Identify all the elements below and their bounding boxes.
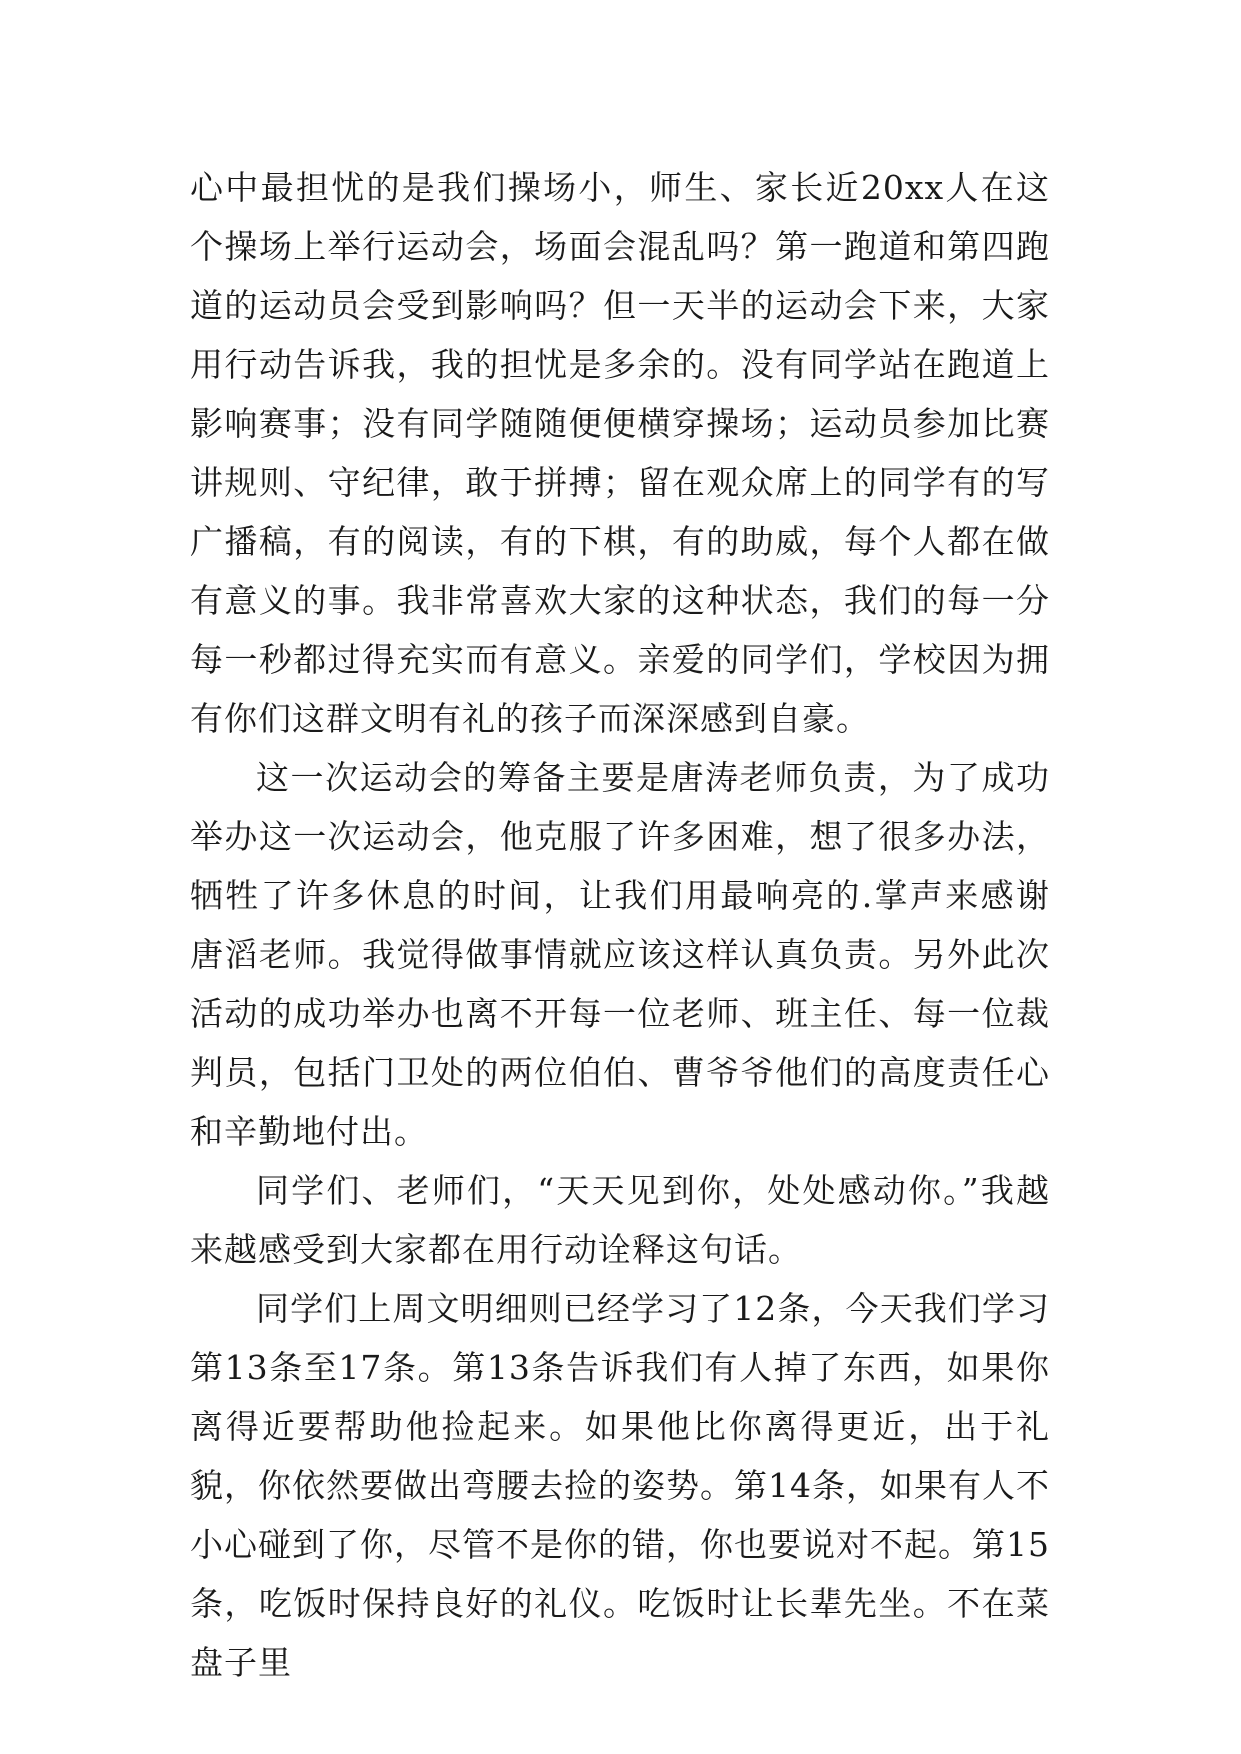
- paragraph-3: 同学们、老师们，“天天见到你，处处感动你。”我越来越感受到大家都在用行动诠释这句话。: [190, 1171, 1050, 1269]
- paragraph-1: 心中最担忧的是我们操场小，师生、家长近20xx人在这个操场上举行运动会，场面会混乱吗？第一跑道和第四跑道的运动员会受到影响吗？但一天半的运动会下来，大家用行动告诉我，我的担忧是多余的。没有同学站在跑道上影响赛事；没有同学随随便便横穿操场；运动员参加比赛讲规则、守纪律，敢于拼搏；留在观众席上的同学有的写广播稿，有的阅读，有的下棋，有的助威，每个人都在做有意义的事。我非常喜欢大家的这种状态，我们的每一分每一秒都过得充实而有意义。亲爱的同学们，学校因为拥有你们这群文明有礼的孩子而深深感到自豪。: [190, 168, 1050, 738]
- paragraph-4: 同学们上周文明细则已经学习了12条，今天我们学习第13条至17条。第13条告诉我们有人掉了东西，如果你离得近要帮助他捡起来。如果他比你离得更近，出于礼貌，你依然要做出弯腰去捡的姿势。第14条，如果有人不小心碰到了你，尽管不是你的错，你也要说对不起。第15条，吃饭时保持良好的礼仪。吃饭时让长辈先坐。不在菜盘子里: [190, 1289, 1050, 1682]
- document-body: [190, 158, 1050, 1692]
- paragraph-2: 这一次运动会的筹备主要是唐涛老师负责，为了成功举办这一次运动会，他克服了许多困难，想了很多办法，牺牲了许多休息的时间，让我们用最响亮的.掌声来感谢唐滔老师。我觉得做事情就应该这样认真负责。另外此次活动的成功举办也离不开每一位老师、班主任、每一位裁判员，包括门卫处的两位伯伯、曹爷爷他们的高度责任心和辛勤地付出。: [190, 758, 1050, 1151]
